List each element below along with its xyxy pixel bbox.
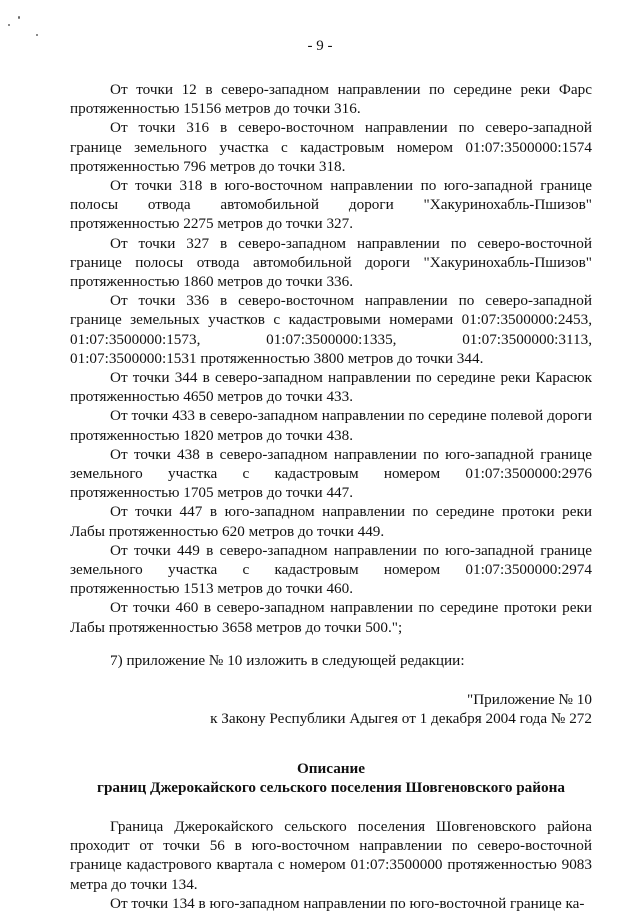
amendment-line: 7) приложение № 10 изложить в следующей редакции: <box>110 651 465 669</box>
paragraph-point-134: От точки 134 в юго-западном направлении по юго-восточной границе ка- <box>110 894 585 912</box>
heading-title: Описание <box>296 759 366 777</box>
paragraph-point-460: От точки 460 в северо-западном направлении по середине протоки реки Лабы протяженностью 3658 метров до точки 500."; <box>70 599 592 636</box>
paragraph-point-327: От точки 327 в северо-западном направлении по северо-восточной границе полосы отвода автомобильной дороги "Хакуринохабль-Пшизов" протяженностью 1860 метров до точки 336. <box>70 234 592 291</box>
paragraph-point-449: От точки 449 в северо-западном направлении по юго-западной границе земельного участка с кадастровым номером 01:07:3500000:2974 протяженностью 1513 метров до точки 460. <box>70 541 592 598</box>
paragraph-point-318: От точки 318 в юго-восточном направлении по юго-западной границе полосы отвода автомобильной дороги "Хакуринохабль-Пшизов" протяженностью 2275 метров до точки 327. <box>70 177 592 233</box>
appendix-ref-line1: "Приложение № 10 <box>467 691 592 709</box>
page-number: - 9 - <box>307 38 333 54</box>
paragraph-point-12: От точки 12 в северо-западном направлении по середине реки Фарс протяженностью 15156 метров до точки 316. <box>70 81 592 118</box>
paragraph-point-344: От точки 344 в северо-западном направлении по середине реки Карасюк протяженностью 4650 метров до точки 433. <box>70 369 592 406</box>
paragraph-boundary-start: Граница Джерокайского сельского поселения Шовгеновского района проходит от точки 56 в юго-восточном направлении по северо-восточной границе кадастрового квартала с номером 01:07:3500000 протяженностью 9083 метра до точки 134. <box>70 817 592 893</box>
paragraph-point-433: От точки 433 в северо-западном направлении по середине полевой дороги протяженностью 1820 метров до точки 438. <box>70 407 592 444</box>
paragraph-point-447: От точки 447 в юго-западном направлении по середине протоки реки Лабы протяженностью 620 метров до точки 449. <box>70 503 592 540</box>
paragraph-point-316: От точки 316 в северо-восточном направлении по северо-западной границе земельного участка с кадастровым номером 01:07:3500000:1574 протяженностью 796 метров до точки 318. <box>70 119 592 175</box>
appendix-ref-line2: к Закону Республики Адыгея от 1 декабря 2004 года № 272 <box>210 710 592 728</box>
document-body <box>70 80 592 913</box>
paragraph-point-336: От точки 336 в северо-восточном направлении по северо-западной границе земельных участков с кадастровыми номерами 01:07:3500000:2453, 01:07:3500000:1573, 01:07:3500000:1335, 01:07:3500000:3113, 01:07:3500000:1531 протяженностью 3800 метров до точки 344. <box>70 292 592 367</box>
paragraph-point-438: От точки 438 в северо-западном направлении по юго-западной границе земельного участка с кадастровым номером 01:07:3500000:2976 протяженностью 1705 метров до точки 447. <box>70 445 592 502</box>
heading-subtitle: границ Джерокайского сельского поселения Шовгеновского района <box>97 778 565 796</box>
